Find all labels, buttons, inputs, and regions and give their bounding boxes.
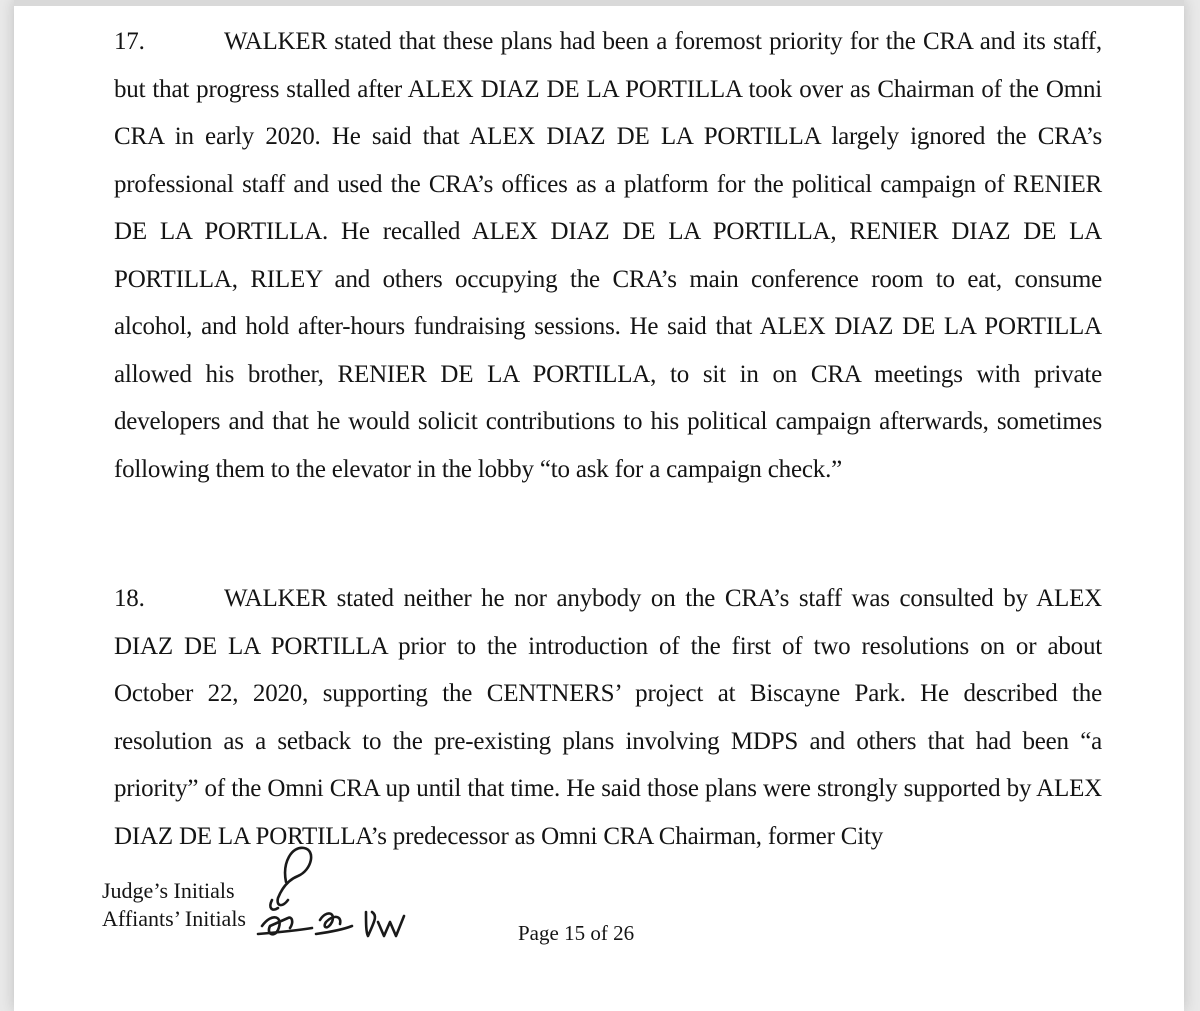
paragraph-text: WALKER stated that these plans had been a foremost priority for the CRA and its staff, but that progress stalled after ALEX DIAZ DE LA PORTILLA took over as Chairman of the Omni CRA in early 2020. He said that ALEX DIAZ DE LA PORTILLA largely ignored the CRA’s professional staff and used the CRA’s offices as a platform for the political campaign of RENIER DE LA PORTILLA. He recalled ALEX DIAZ DE LA PORTILLA, RENIER DIAZ DE LA PORTILLA, RILEY and others occupying the CRA’s main conference room to eat, consume alcohol, and hold after-hours fundraising sessions. He said that ALEX DIAZ DE LA PORTILLA allowed his brother, RENIER DE LA PORTILLA, to sit in on CRA meetings with private developers and that he would solicit contributions to his political campaign afterwards, sometimes following them to the elevator in the lobby “to ask for a campaign check.”: [114, 28, 1102, 483]
handwritten-initials-signature: [242, 842, 432, 952]
paragraph-17: [114, 18, 1102, 493]
judge-initials-label: Judge’s Initials: [102, 878, 235, 903]
affiants-initials-label: Affiants’ Initials: [102, 906, 246, 931]
paragraph-18: [114, 575, 1102, 860]
page-number: Page 15 of 26: [518, 921, 635, 945]
paragraph-number: 17.: [114, 28, 145, 55]
paragraph-text: WALKER stated neither he nor anybody on the CRA’s staff was consulted by ALEX DIAZ DE LA PORTILLA prior to the introduction of the first of two resolutions on or about October 22, 2020, supporting the CENTNERS’ project at Biscayne Park. He described the resolution as a setback to the pre-existing plans involving MDPS and others that had been “a priority” of the Omni CRA up until that time. He said those plans were strongly supported by ALEX DIAZ DE LA PORTILLA’s predecessor as Omni CRA Chairman, former City: [114, 585, 1102, 850]
document-page: [14, 0, 1184, 1011]
paragraph-number: 18.: [114, 585, 145, 612]
